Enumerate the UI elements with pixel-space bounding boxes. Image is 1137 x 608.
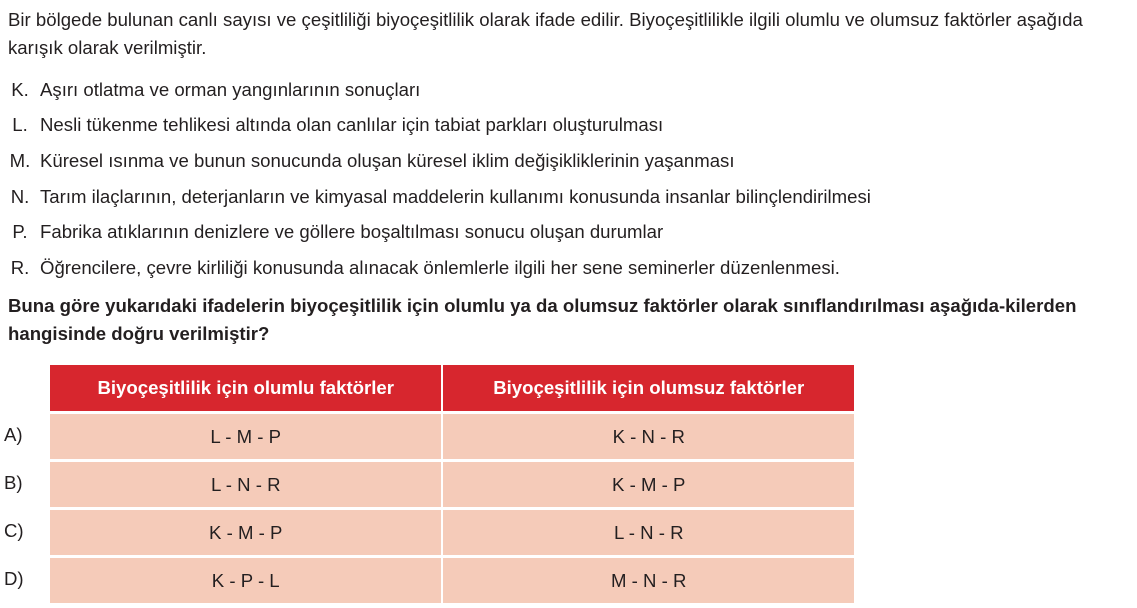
statement-letter: R. bbox=[10, 256, 30, 278]
statement-r bbox=[0, 250, 1137, 286]
statement-text: Fabrika atıklarının denizlere ve göllere boşaltılması sonucu oluşan durumlar bbox=[40, 221, 664, 243]
statement-text: Küresel ısınma ve bunun sonucunda oluşan küresel iklim değişikliklerinin yaşanması bbox=[40, 149, 735, 171]
table-row[interactable] bbox=[50, 413, 854, 461]
option-d-positive: K - P - L bbox=[50, 557, 442, 604]
intro-paragraph: Bir bölgede bulunan canlı sayısı ve çeşitliliği biyoçeşitlilik olarak ifade edilir. Biyoçeşitlilikle ilgili olumlu ve olumsuz faktörler aşağıda karışık olarak verilmiştir. bbox=[8, 9, 1083, 58]
table-row[interactable] bbox=[50, 509, 854, 557]
statement-m bbox=[0, 143, 1137, 179]
table-header-row bbox=[50, 365, 854, 413]
option-b-positive: L - N - R bbox=[50, 461, 442, 509]
header-negative-factors: Biyoçeşitlilik için olumsuz faktörler bbox=[442, 365, 854, 413]
option-c-negative: L - N - R bbox=[442, 509, 854, 557]
statement-list bbox=[0, 72, 1137, 286]
statement-k bbox=[0, 72, 1137, 108]
option-c-positive: K - M - P bbox=[50, 509, 442, 557]
statement-n bbox=[0, 179, 1137, 215]
statement-l bbox=[0, 108, 1137, 144]
statement-text: Aşırı otlatma ve orman yangınlarının sonuçları bbox=[40, 78, 421, 100]
statement-letter: N. bbox=[10, 185, 30, 207]
statement-text: Nesli tükenme tehlikesi altında olan canlılar için tabiat parkları oluşturulması bbox=[40, 114, 664, 136]
statement-text: Öğrencilere, çevre kirliliği konusunda alınacak önlemlerle ilgili her sene seminerler düzenlenmesi. bbox=[40, 256, 840, 278]
option-b-negative: K - M - P bbox=[442, 461, 854, 509]
statement-letter: K. bbox=[11, 78, 29, 100]
statement-text: Tarım ilaçlarının, deterjanların ve kimyasal maddelerin kullanımı konusunda insanlar bilinçlendirilmesi bbox=[40, 185, 871, 207]
answer-table bbox=[50, 365, 854, 603]
statement-letter: M. bbox=[9, 149, 31, 171]
header-positive-factors: Biyoçeşitlilik için olumlu faktörler bbox=[50, 365, 442, 413]
option-d-negative: M - N - R bbox=[442, 557, 854, 604]
option-d-label[interactable]: D) bbox=[4, 568, 24, 589]
option-b-label[interactable]: B) bbox=[4, 472, 23, 493]
statement-letter: P. bbox=[12, 221, 28, 243]
table-row[interactable] bbox=[50, 557, 854, 604]
option-a-positive: L - M - P bbox=[50, 413, 442, 461]
statement-letter: L. bbox=[12, 114, 28, 136]
option-label-column bbox=[0, 411, 50, 603]
question-text: Buna göre yukarıdaki ifadelerin biyoçeşitlilik için olumlu ya da olumsuz faktörler olarak sınıflandırılması aşağıda-kilerden hangisinde doğru verilmiştir? bbox=[8, 295, 1077, 344]
option-a-negative: K - N - R bbox=[442, 413, 854, 461]
statement-p bbox=[0, 214, 1137, 250]
option-c-label[interactable]: C) bbox=[4, 520, 24, 541]
table-row[interactable] bbox=[50, 461, 854, 509]
option-a-label[interactable]: A) bbox=[4, 424, 23, 445]
